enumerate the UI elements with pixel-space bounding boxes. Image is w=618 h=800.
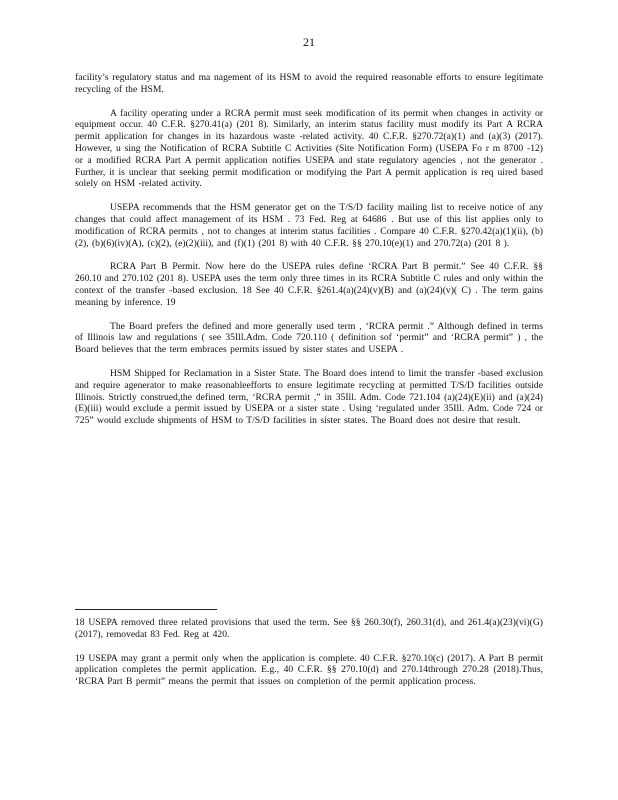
footnote-divider xyxy=(75,609,217,610)
paragraph-continuation: facility’s regulatory status and ma nagement of its HSM to avoid the required reasonable efforts to ensure legitimate recycling of the HSM. xyxy=(75,72,543,95)
footnotes xyxy=(75,617,543,688)
footnote-18: 18 USEPA removed three related provisions that used the term. See §§ 260.30(f), 260.31(d), and 261.4(a)(23)(vi)(G) (2017), removedat 83 Fed. Reg at 420. xyxy=(75,617,543,640)
paragraph-rcra-part-b-permit: RCRA Part B Permit. Now here do the USEPA rules define ‘RCRA Part B permit.” See 40 C.F.R. §§ 260.10 and 270.102 (201 8). USEPA uses the term only three times in its RCRA Subtitle C rules and only within the context of the transfer -based exclusion. 18 See 40 C.F.R. §261.4(a)(24)(v)(B) and (a)(24)(v)( C) . The term gains meaning by inference. 19 xyxy=(75,261,543,308)
paragraph-board-prefers: The Board prefers the defined and more generally used term , ‘RCRA permit .” Although defined in terms of Illinois law and regulations ( see 35Ill.Adm. Code 720.110 ( definition sof ‘permit” and ‘RCRA permit” ) , the Board believes that the term embraces permits issued by sister states and USEPA . xyxy=(75,320,543,356)
body-text xyxy=(75,72,543,427)
paragraph-hsm-sister-state: HSM Shipped for Reclamation in a Sister State. The Board does intend to limit the transfer -based exclusion and require agenerator to make reasonableefforts to ensure legitimate recycling at permitted T/S/D facilities outside Illinois. Strictly construed,the defined term, ‘RCRA permit ,” in 35Ill. Adm. Code 721.104 (a)(24)(E)(ii) and (a)(24) (E)(iii) would exclude a permit issued by USEPA or a sister state . Using ‘regulated under 35Ill. Adm. Code 724 or 725” would exclude shipments of HSM to T/S/D facilities in sister states. The Board does not desire that result. xyxy=(75,367,544,427)
page-number: 21 xyxy=(303,35,315,49)
paragraph-usepa-recommends: USEPA recommends that the HSM generator get on the T/S/D facility mailing list to receive notice of any changes that could affect management of its HSM . 73 Fed. Reg at 64686 . But use of this list applies only to modification of RCRA permits , not to changes at interim status facilities . Compare 40 C.F.R. §270.42(a)(1)(ii), (b)(2), (b)(6)(iv)(A), (c)(2), (e)(2)(iii), and (f)(1) (201 8) with 40 C.F.R. §§ 270.10(e)(1) and 270.72(a) (201 8 ). xyxy=(75,202,543,249)
footnote-19: 19 USEPA may grant a permit only when the application is complete. 40 C.F.R. §270.10(c) (2017). A Part B permit application completes the permit application. E.g., 40 C.F.R. §§ 270.10(d) and 270.14through 270.28 (2018).Thus, ‘RCRA Part B permit” means the permit that issues on completion of the permit application process. xyxy=(75,652,543,688)
paragraph-rcra-permit-modification: A facility operating under a RCRA permit must seek modification of its permit when changes in activity or equipment occur. 40 C.F.R. §270.41(a) (201 8). Similarly, an interim status facility must modify its Part A RCRA permit application for changes in its hazardous waste -related activity. 40 C.F.R. §270.72(a)(1) and (a)(3) (2017). However, u sing the Notification of RCRA Subtitle C Activities (Site Notification Form) (USEPA Fo r m 8700 -12) or a modified RCRA Part A permit application notifies USEPA and state regulatory agencies , not the generator . Further, it is unclear that seeking permit modification or modifying the Part A permit application is req uired based solely on HSM -related activity. xyxy=(75,107,543,190)
